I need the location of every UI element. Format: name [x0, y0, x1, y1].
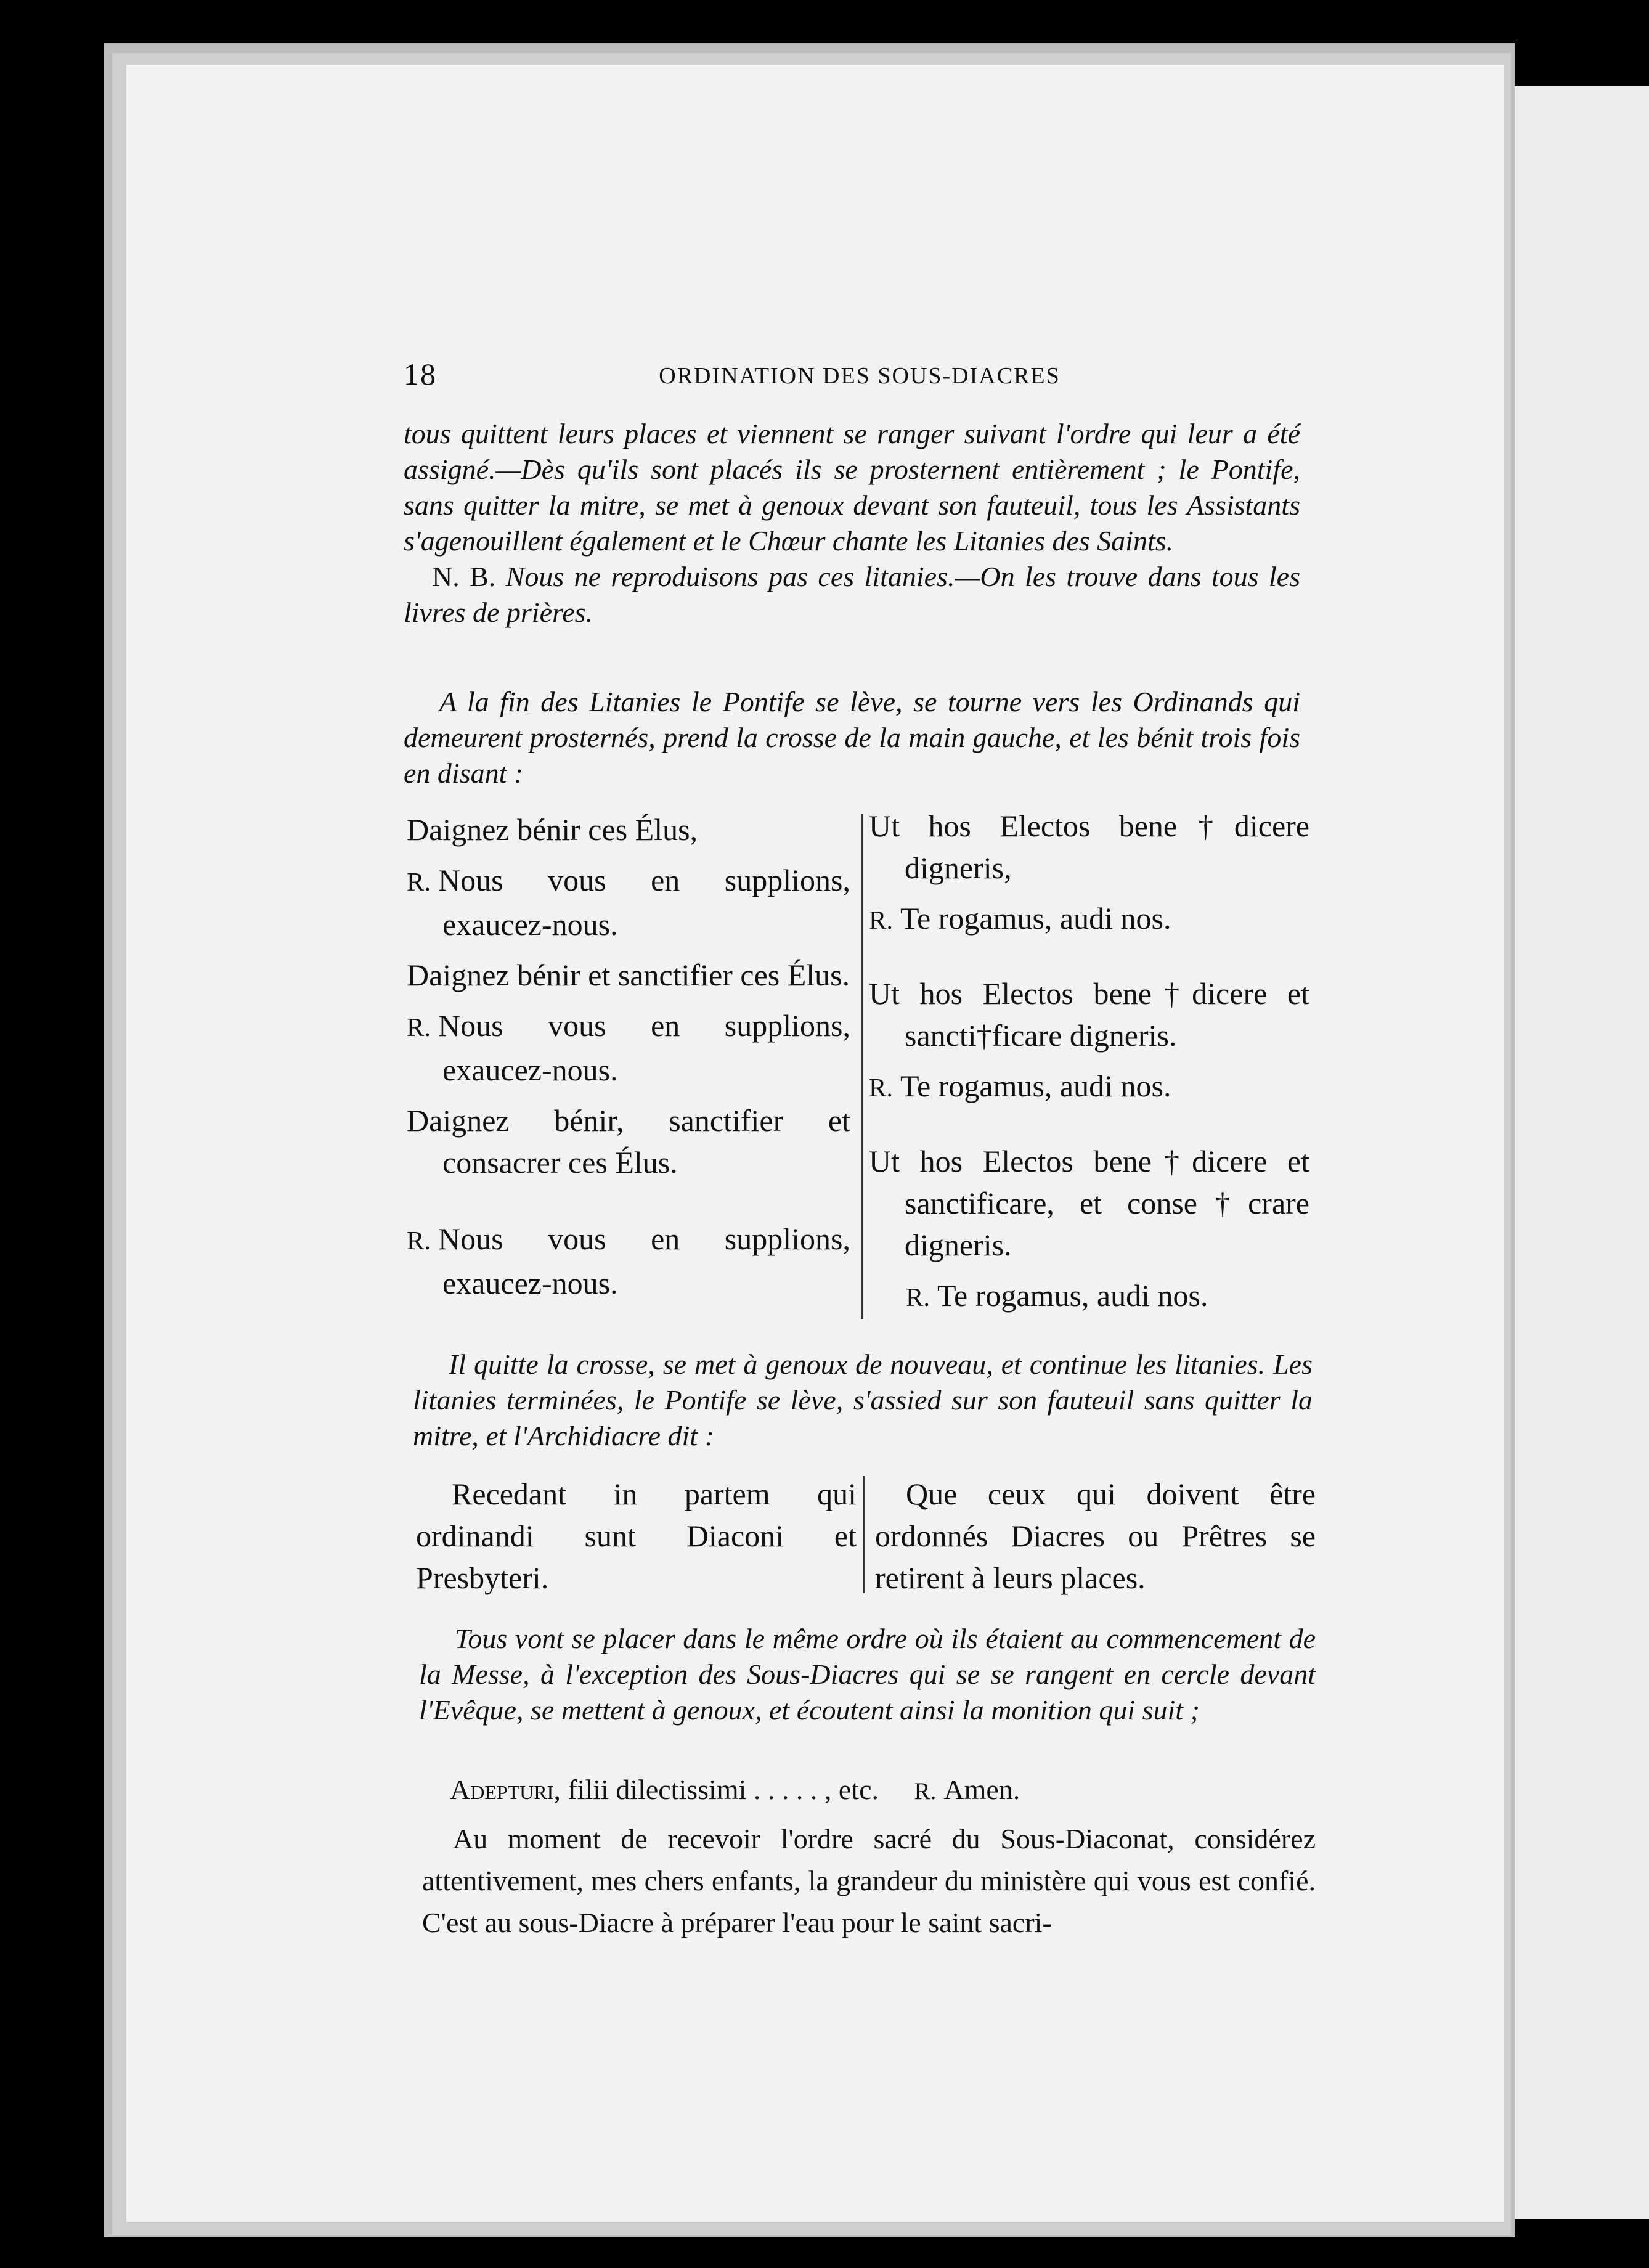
column-divider [861, 814, 863, 1319]
rubric-prostration [404, 416, 1300, 630]
litany-fr-response-2: R. Nous vous en supplions, exaucez-nous. [407, 1008, 850, 1087]
litany-la-invocation-2: Ut hos Electos bene†dicere et sancti†ficare digneris. [869, 976, 1309, 1053]
response-marker: R. [407, 1226, 431, 1255]
running-title: ORDINATION DES SOUS-DIACRES [659, 363, 1061, 389]
rubric-prostration-text: tous quittent leurs places et viennent se ranger suivant l'ordre qui leur a été assigné.—Dès qu'ils sont placés ils se prosternent entièrement ; le Pontife, sans quitter la mitre, se met à genoux devant son fauteuil, tous les Assistants s'agenouillent également et le Chœur chante les Litanies des Saints. [404, 418, 1300, 557]
page-number: 18 [404, 357, 437, 391]
archdeacon-latin: Recedant in partem qui ordinandi sunt Diaconi et Presbyteri. [416, 1477, 857, 1595]
monition-text: Au moment de recevoir l'ordre sacré du Sous-Diaconat, considérez attentivement, mes chers enfants, la grandeur du ministère qui vous est confié. C'est au sous-Diacre à préparer l'eau pour le saint sacri- [422, 1823, 1316, 1938]
rubric-archdeacon: Il quitte la crosse, se met à genoux de nouveau, et continue les litanies. Les litanies terminées, le Pontife se lève, s'assied sur son fauteuil sans quitter la mitre, et l'Archidiacre dit : [413, 1348, 1313, 1451]
response-marker: R. [906, 1283, 930, 1312]
response-marker: R. [869, 906, 893, 935]
litany-fr-invocation-2: Daignez bénir et sanctifier ces Élus. [407, 958, 850, 992]
litany-la-response-2: R. Te rogamus, audi nos. [869, 1069, 1171, 1103]
litany-fr-invocation-3: Daignez bénir, sanctifier et consacrer ces Élus. [407, 1103, 850, 1180]
litany-fr-invocation-1: Daignez bénir ces Élus, [407, 812, 698, 847]
litany-fr-response-1: R. Nous vous en supplions, exaucez-nous. [407, 863, 850, 942]
litany-latin-column [869, 805, 1309, 1328]
page-header [404, 356, 1316, 399]
response-marker: R. [407, 1013, 431, 1042]
monition-incipit: Adepturi, filii dilectissimi . . . . . , etc. R. Amen. [450, 1774, 1020, 1805]
litany-french-column [407, 809, 850, 1313]
rubric-blessing: A la fin des Litanies le Pontife se lève, se tourne vers les Ordinands qui demeurent prosternés, prend la crosse de la main gauche, et les bénit trois fois en disant : [404, 686, 1300, 789]
column-divider-2 [863, 1476, 865, 1593]
litany-la-invocation-1: Ut hos Electos bene†dicere digneris, [869, 809, 1309, 885]
archdeacon-french: Que ceux qui doivent être ordonnés Diacres ou Prêtres se retirent à leurs places. [875, 1477, 1316, 1595]
response-marker: R. [869, 1074, 893, 1103]
nota-bene-text: Nous ne reproduisons pas ces litanies.—On les trouve dans tous les livres de prières. [404, 561, 1301, 628]
litany-la-response-1: R. Te rogamus, audi nos. [869, 901, 1171, 936]
litany-la-invocation-3: Ut hos Electos bene†dicere et sanctificare, et conse†crare digneris. [869, 1144, 1309, 1262]
adjacent-page [1515, 86, 1649, 2219]
rubric-monition: Tous vont se placer dans le même ordre où ils étaient au commencement de la Messe, à l'exception des Sous-Diacres qui se se rangent en cercle devant l'Evêque, se mettent à genoux, et écoutent ainsi la monition qui suit ; [419, 1623, 1316, 1726]
litany-fr-response-3: R. Nous vous en supplions, exaucez-nous. [407, 1222, 850, 1300]
litany-la-response-3: R. Te rogamus, audi nos. [906, 1278, 1208, 1313]
nota-bene-label: N. B. [432, 561, 496, 592]
response-marker: R. [407, 868, 431, 897]
response-marker: R. [914, 1778, 937, 1805]
